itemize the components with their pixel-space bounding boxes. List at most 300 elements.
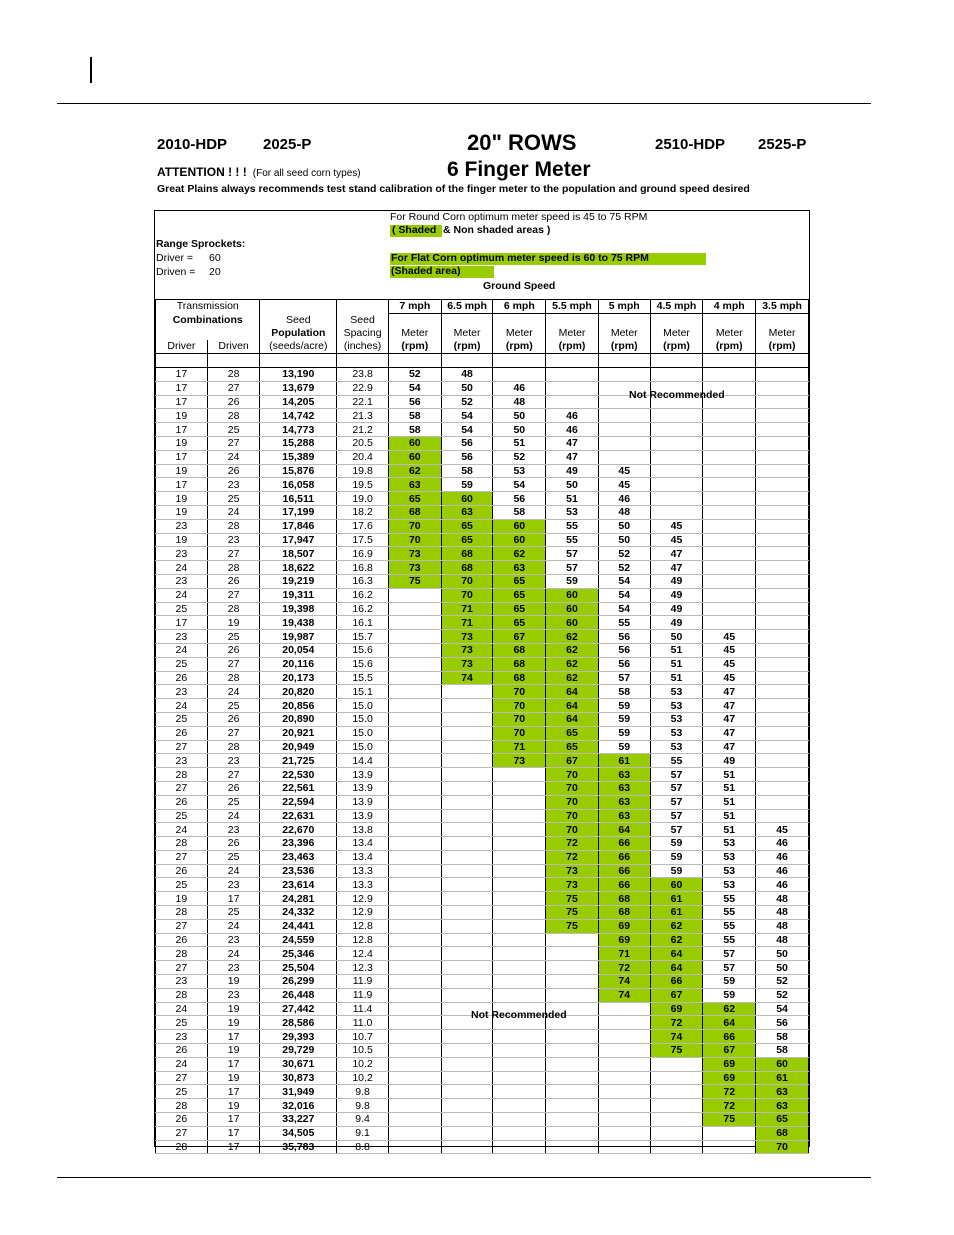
driven-cell: 25 — [207, 906, 260, 920]
rpm-cell — [703, 588, 756, 602]
rpm-cell: 72 — [650, 1016, 703, 1030]
table-row — [156, 602, 809, 616]
driven-cell: 26 — [207, 712, 260, 726]
rpm-cell — [703, 533, 756, 547]
rpm-cell: 45 — [703, 657, 756, 671]
spacing-cell: 11.9 — [337, 975, 389, 989]
rpm-cell — [598, 1044, 650, 1058]
driver-cell: 19 — [156, 533, 208, 547]
rpm-cell — [756, 547, 809, 561]
rpm-cell — [493, 1071, 546, 1085]
rpm-cell: 46 — [756, 864, 809, 878]
rpm-cell: 50 — [756, 947, 809, 961]
spacing-cell: 20.4 — [337, 450, 389, 464]
population-cell: 20,173 — [260, 671, 337, 685]
rpm-cell: 75 — [546, 892, 599, 906]
population-cell: 29,729 — [260, 1044, 337, 1058]
rpm-cell: 53 — [703, 850, 756, 864]
rpm-header-1: (rpm) — [441, 340, 493, 354]
driver-cell: 27 — [156, 1071, 208, 1085]
driver-cell: 25 — [156, 809, 208, 823]
rpm-cell — [546, 1071, 599, 1085]
rpm-header-2: (rpm) — [493, 340, 546, 354]
table-row — [156, 671, 809, 685]
driver-cell: 26 — [156, 933, 208, 947]
driver-cell: 19 — [156, 409, 208, 423]
rpm-cell — [756, 450, 809, 464]
rpm-cell: 57 — [546, 561, 599, 575]
rows-title: 20" ROWS — [467, 130, 577, 155]
spacing-cell: 16.2 — [337, 602, 389, 616]
rpm-cell — [388, 781, 441, 795]
rpm-cell: 72 — [598, 961, 650, 975]
population-cell: 22,594 — [260, 795, 337, 809]
population-cell: 16,511 — [260, 492, 337, 506]
table-row — [156, 478, 809, 492]
rpm-cell: 63 — [493, 561, 546, 575]
rpm-cell: 48 — [598, 505, 650, 519]
rpm-cell: 73 — [441, 657, 493, 671]
rpm-cell: 54 — [756, 1002, 809, 1016]
rpm-header-0: (rpm) — [388, 340, 441, 354]
driver-cell: 26 — [156, 795, 208, 809]
rpm-cell: 49 — [703, 754, 756, 768]
not-recommended-top: Not Recommended — [629, 389, 725, 401]
rpm-cell — [493, 975, 546, 989]
driver-cell: 25 — [156, 712, 208, 726]
rpm-cell — [388, 643, 441, 657]
rpm-cell — [493, 864, 546, 878]
driver-cell: 19 — [156, 492, 208, 506]
rpm-cell — [388, 878, 441, 892]
driver-cell: 28 — [156, 1140, 208, 1154]
table-row — [156, 947, 809, 961]
rpm-cell: 54 — [388, 381, 441, 395]
rpm-cell — [650, 492, 703, 506]
meter-header-3: Meter — [546, 327, 599, 340]
rpm-cell — [441, 699, 493, 713]
driven-cell: 26 — [207, 837, 260, 851]
driven-cell: 23 — [207, 988, 260, 1002]
rpm-cell — [756, 381, 809, 395]
rpm-cell — [756, 478, 809, 492]
meter-header-1: Meter — [441, 327, 493, 340]
table-row — [156, 864, 809, 878]
rpm-cell — [493, 988, 546, 1002]
rpm-cell: 60 — [546, 616, 599, 630]
spacing-cell: 20.5 — [337, 436, 389, 450]
rpm-cell: 46 — [756, 837, 809, 851]
population-cell: 25,504 — [260, 961, 337, 975]
driven-header: Driven — [207, 340, 260, 354]
driver-cell: 26 — [156, 1044, 208, 1058]
spacing-cell: 13.9 — [337, 795, 389, 809]
rpm-cell — [441, 1085, 493, 1099]
rpm-cell: 68 — [493, 657, 546, 671]
spacing-cell: 23.8 — [337, 368, 389, 382]
rpm-cell: 66 — [703, 1030, 756, 1044]
rpm-cell: 74 — [598, 988, 650, 1002]
rpm-cell: 49 — [650, 574, 703, 588]
rpm-cell — [388, 795, 441, 809]
rpm-cell: 50 — [756, 961, 809, 975]
speed-3-5: 3.5 mph — [756, 300, 809, 314]
spacing-cell: 13.3 — [337, 878, 389, 892]
rpm-cell — [493, 1085, 546, 1099]
meter-header-7: Meter — [756, 327, 809, 340]
population-cell: 22,670 — [260, 823, 337, 837]
rpm-cell: 70 — [441, 574, 493, 588]
meter-header-0: Meter — [388, 327, 441, 340]
rpm-cell: 74 — [650, 1030, 703, 1044]
rpm-cell — [756, 492, 809, 506]
spacing-cell: 13.3 — [337, 864, 389, 878]
rpm-cell — [650, 436, 703, 450]
rpm-cell: 55 — [703, 906, 756, 920]
spacing-cell: 13.4 — [337, 850, 389, 864]
driven-cell: 25 — [207, 699, 260, 713]
table-row — [156, 837, 809, 851]
rpm-cell: 67 — [703, 1044, 756, 1058]
rpm-cell: 70 — [546, 809, 599, 823]
spacing-cell: 16.1 — [337, 616, 389, 630]
rpm-cell: 53 — [650, 726, 703, 740]
rpm-cell — [388, 837, 441, 851]
rpm-cell — [388, 1044, 441, 1058]
rpm-cell: 57 — [703, 961, 756, 975]
rpm-cell: 69 — [598, 933, 650, 947]
seed-spacing-header: Seed — [337, 314, 389, 328]
rpm-cell — [441, 837, 493, 851]
driver-cell: 23 — [156, 519, 208, 533]
driver-cell: 19 — [156, 464, 208, 478]
rpm-cell: 54 — [598, 602, 650, 616]
rpm-cell: 57 — [598, 671, 650, 685]
rpm-cell — [703, 505, 756, 519]
population-cell: 23,614 — [260, 878, 337, 892]
rpm-cell: 52 — [598, 547, 650, 561]
rpm-cell: 75 — [388, 574, 441, 588]
rpm-cell: 57 — [650, 823, 703, 837]
rpm-cell — [441, 933, 493, 947]
rpm-cell: 73 — [388, 547, 441, 561]
rpm-cell: 47 — [546, 436, 599, 450]
rpm-cell — [441, 712, 493, 726]
rpm-cell: 73 — [546, 864, 599, 878]
range-sprockets-label: Range Sprockets: — [156, 238, 246, 250]
table-row — [156, 975, 809, 989]
driver-cell: 25 — [156, 602, 208, 616]
spacing-cell: 16.3 — [337, 574, 389, 588]
rpm-cell: 65 — [756, 1113, 809, 1127]
rpm-cell: 74 — [598, 975, 650, 989]
population-cell: 17,199 — [260, 505, 337, 519]
rpm-cell: 69 — [703, 1071, 756, 1085]
rpm-cell — [388, 768, 441, 782]
rpm-cell: 72 — [703, 1085, 756, 1099]
rpm-cell: 55 — [703, 933, 756, 947]
driver-cell: 23 — [156, 975, 208, 989]
rpm-cell: 68 — [493, 643, 546, 657]
rpm-cell: 53 — [493, 464, 546, 478]
rpm-cell: 70 — [493, 699, 546, 713]
rpm-cell — [650, 1126, 703, 1140]
driver-cell: 23 — [156, 547, 208, 561]
rpm-cell: 70 — [756, 1140, 809, 1154]
rpm-cell: 52 — [493, 450, 546, 464]
transmission-header-2: Combinations — [156, 314, 260, 328]
driver-cell: 25 — [156, 1085, 208, 1099]
rpm-cell — [441, 795, 493, 809]
driven-cell: 24 — [207, 919, 260, 933]
spacing-cell: 8.8 — [337, 1140, 389, 1154]
rpm-cell: 48 — [756, 892, 809, 906]
driven-cell: 23 — [207, 933, 260, 947]
rpm-cell: 66 — [598, 837, 650, 851]
table-row — [156, 850, 809, 864]
rpm-cell — [546, 961, 599, 975]
rpm-cell — [388, 1140, 441, 1154]
rpm-cell: 69 — [650, 1002, 703, 1016]
rpm-cell: 72 — [546, 837, 599, 851]
table-row — [156, 823, 809, 837]
population-cell: 20,054 — [260, 643, 337, 657]
rpm-cell — [756, 630, 809, 644]
rpm-cell — [388, 1016, 441, 1030]
rpm-cell: 60 — [388, 450, 441, 464]
transmission-header-1: Transmission — [156, 300, 260, 314]
spacing-cell: 15.1 — [337, 685, 389, 699]
rpm-cell: 59 — [441, 478, 493, 492]
population-cell: 13,190 — [260, 368, 337, 382]
table-row — [156, 423, 809, 437]
driven-cell: 28 — [207, 671, 260, 685]
rpm-cell: 63 — [598, 809, 650, 823]
rpm-cell — [388, 1085, 441, 1099]
rpm-cell — [388, 712, 441, 726]
spacing-cell: 15.0 — [337, 726, 389, 740]
rpm-cell: 59 — [650, 864, 703, 878]
rpm-cell: 71 — [493, 740, 546, 754]
population-cell: 28,586 — [260, 1016, 337, 1030]
rpm-cell — [650, 505, 703, 519]
driven-cell: 17 — [207, 1030, 260, 1044]
speed-6: 6 mph — [493, 300, 546, 314]
rpm-cell: 62 — [650, 919, 703, 933]
rpm-cell — [756, 588, 809, 602]
spacing-cell: 19.8 — [337, 464, 389, 478]
rpm-cell — [388, 1030, 441, 1044]
rpm-cell: 68 — [493, 671, 546, 685]
rpm-cell: 51 — [650, 657, 703, 671]
rpm-cell — [703, 574, 756, 588]
spacing-cell: 21.2 — [337, 423, 389, 437]
rpm-cell — [756, 809, 809, 823]
driver-cell: 24 — [156, 588, 208, 602]
driven-cell: 23 — [207, 878, 260, 892]
rpm-cell — [493, 781, 546, 795]
driven-cell: 27 — [207, 657, 260, 671]
rpm-cell — [703, 616, 756, 630]
driven-cell: 28 — [207, 368, 260, 382]
rpm-cell: 52 — [388, 368, 441, 382]
driver-cell: 17 — [156, 616, 208, 630]
driver-cell: 25 — [156, 1016, 208, 1030]
rpm-cell — [756, 395, 809, 409]
rpm-cell: 47 — [703, 685, 756, 699]
population-cell: 20,890 — [260, 712, 337, 726]
table-row — [156, 740, 809, 754]
rpm-cell: 70 — [546, 795, 599, 809]
rpm-cell: 66 — [598, 864, 650, 878]
spacing-cell: 16.9 — [337, 547, 389, 561]
rpm-cell — [546, 1099, 599, 1113]
rpm-cell — [388, 864, 441, 878]
rpm-cell — [388, 809, 441, 823]
rpm-cell — [756, 657, 809, 671]
table-row — [156, 561, 809, 575]
rpm-cell — [756, 795, 809, 809]
page-margin-bar — [90, 57, 92, 83]
rpm-cell: 50 — [493, 423, 546, 437]
rpm-cell: 55 — [650, 754, 703, 768]
rpm-cell — [756, 616, 809, 630]
driver-cell: 28 — [156, 837, 208, 851]
rpm-cell — [650, 464, 703, 478]
rpm-cell: 63 — [756, 1085, 809, 1099]
rpm-cell: 51 — [546, 492, 599, 506]
rpm-cell: 55 — [703, 892, 756, 906]
population-cell: 20,921 — [260, 726, 337, 740]
rpm-cell: 46 — [493, 381, 546, 395]
table-row — [156, 1113, 809, 1127]
non-shaded-label: & Non shaded areas ) — [443, 224, 551, 236]
rpm-cell — [756, 409, 809, 423]
rpm-cell: 45 — [598, 478, 650, 492]
spacing-cell: 12.8 — [337, 933, 389, 947]
driven-cell: 19 — [207, 1016, 260, 1030]
driven-cell: 27 — [207, 588, 260, 602]
rpm-cell: 46 — [598, 492, 650, 506]
rpm-cell: 56 — [756, 1016, 809, 1030]
attention-line — [157, 165, 361, 179]
rpm-cell: 49 — [546, 464, 599, 478]
rpm-cell — [703, 464, 756, 478]
rpm-cell — [756, 436, 809, 450]
rpm-cell — [546, 988, 599, 1002]
driver-cell: 23 — [156, 754, 208, 768]
rpm-cell: 67 — [546, 754, 599, 768]
rpm-cell — [388, 1071, 441, 1085]
rpm-cell: 46 — [546, 423, 599, 437]
population-cell: 23,536 — [260, 864, 337, 878]
rpm-cell — [493, 368, 546, 382]
rpm-cell — [441, 919, 493, 933]
rpm-cell: 55 — [598, 616, 650, 630]
rpm-cell — [441, 864, 493, 878]
rpm-cell — [756, 368, 809, 382]
rpm-cell — [703, 519, 756, 533]
population-cell: 30,671 — [260, 1057, 337, 1071]
rpm-cell: 59 — [650, 850, 703, 864]
rpm-cell — [441, 1071, 493, 1085]
table-row — [156, 712, 809, 726]
rpm-cell — [756, 699, 809, 713]
rpm-cell — [388, 1113, 441, 1127]
rpm-cell: 52 — [756, 988, 809, 1002]
rpm-cell — [388, 961, 441, 975]
rpm-cell — [388, 588, 441, 602]
population-cell: 19,438 — [260, 616, 337, 630]
rpm-cell: 52 — [598, 561, 650, 575]
table-row — [156, 1126, 809, 1140]
rpm-cell: 52 — [756, 975, 809, 989]
table-row — [156, 906, 809, 920]
population-cell: 30,873 — [260, 1071, 337, 1085]
rpm-cell: 55 — [546, 533, 599, 547]
rpm-cell — [650, 409, 703, 423]
rpm-cell — [388, 630, 441, 644]
rpm-cell — [388, 602, 441, 616]
rpm-cell — [598, 1016, 650, 1030]
model-2010-hdp: 2010-HDP — [157, 136, 228, 153]
rpm-cell: 62 — [546, 643, 599, 657]
rpm-cell — [703, 1140, 756, 1154]
rpm-cell — [546, 947, 599, 961]
rpm-cell: 58 — [388, 423, 441, 437]
driven-cell: 27 — [207, 768, 260, 782]
driven-cell: 19 — [207, 1071, 260, 1085]
rpm-header-7: (rpm) — [756, 340, 809, 354]
meter-speed-chart — [154, 210, 810, 1154]
population-cell: 19,311 — [260, 588, 337, 602]
rpm-cell — [388, 1057, 441, 1071]
rpm-cell — [703, 436, 756, 450]
rpm-cell: 57 — [703, 947, 756, 961]
table-row — [156, 1030, 809, 1044]
rpm-cell: 75 — [703, 1113, 756, 1127]
rpm-cell: 69 — [703, 1057, 756, 1071]
attention-note: (For all seed corn types) — [252, 168, 361, 179]
rpm-cell — [703, 547, 756, 561]
rpm-cell — [703, 492, 756, 506]
model-2025-p: 2025-P — [263, 136, 312, 153]
rpm-cell — [546, 1030, 599, 1044]
rpm-cell: 53 — [650, 712, 703, 726]
rpm-cell — [598, 436, 650, 450]
rpm-cell: 63 — [598, 781, 650, 795]
table-row — [156, 1044, 809, 1058]
rpm-cell — [388, 657, 441, 671]
table-row — [156, 630, 809, 644]
driver-cell: 26 — [156, 1113, 208, 1127]
table-row — [156, 1140, 809, 1154]
rpm-cell — [650, 478, 703, 492]
rpm-cell: 61 — [756, 1071, 809, 1085]
rpm-cell — [546, 1044, 599, 1058]
rpm-cell: 45 — [703, 643, 756, 657]
rpm-cell: 64 — [598, 823, 650, 837]
rpm-cell — [546, 933, 599, 947]
rpm-cell — [546, 975, 599, 989]
meter-title: 6 Finger Meter — [447, 158, 591, 181]
rpm-cell: 61 — [598, 754, 650, 768]
rpm-cell: 59 — [703, 975, 756, 989]
population-cell: 33,227 — [260, 1113, 337, 1127]
rpm-cell — [756, 423, 809, 437]
spacing-cell: 17.6 — [337, 519, 389, 533]
rpm-cell: 68 — [441, 547, 493, 561]
